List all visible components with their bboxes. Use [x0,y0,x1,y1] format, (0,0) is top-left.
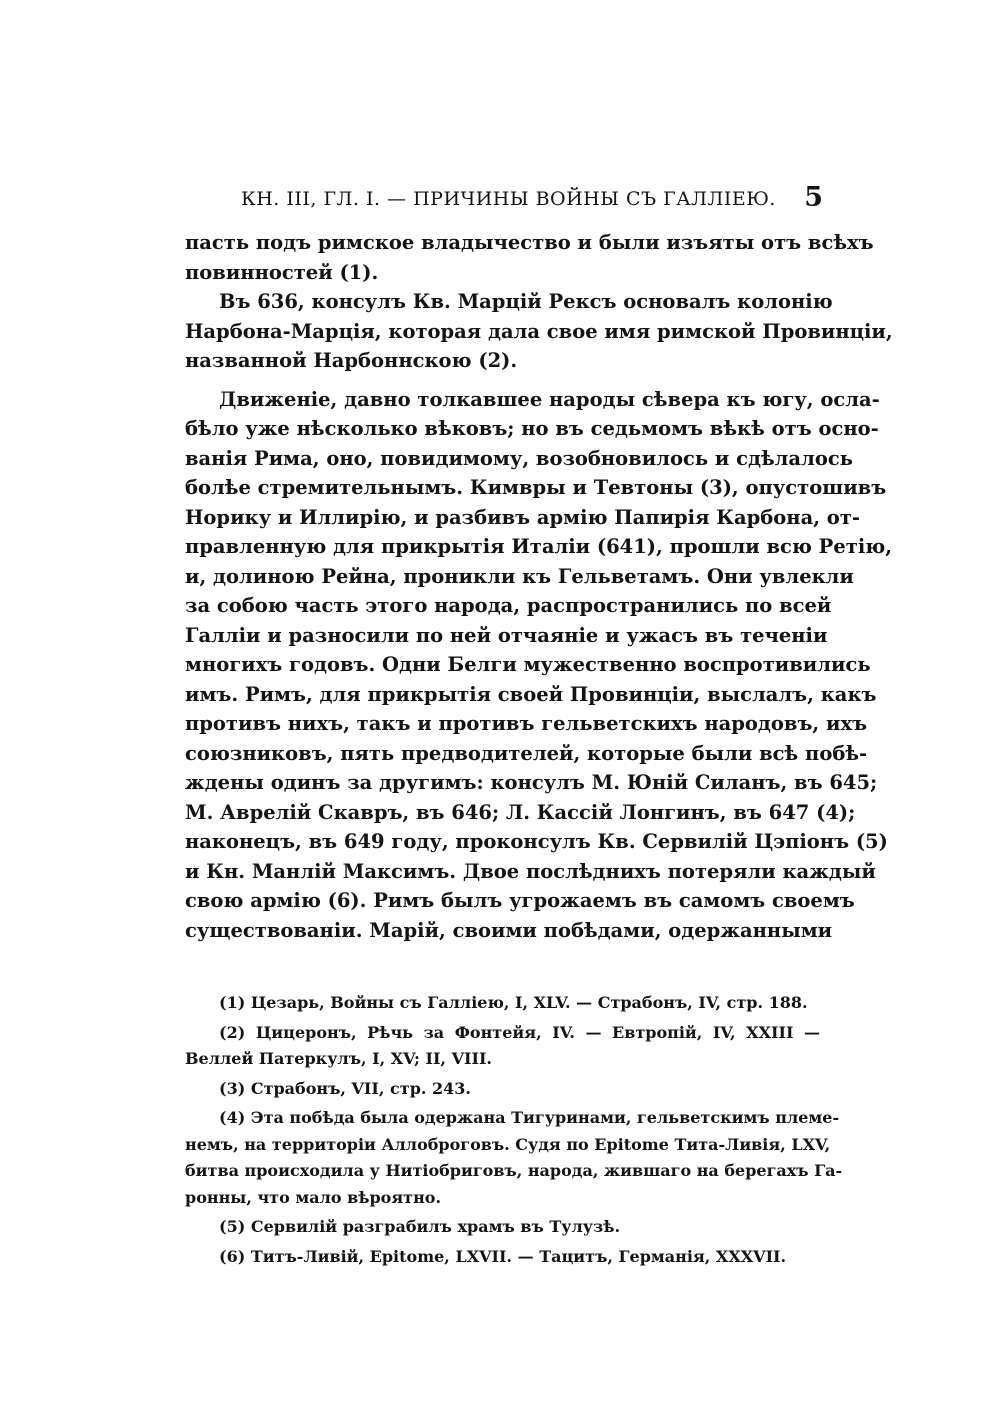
text-line: наконецъ, въ 649 году, проконсулъ Кв. Сервилій Цэпіонъ (5) [185,830,888,853]
text-line: имъ. Римъ, для прикрытія своей Провинціи, выслалъ, какъ [185,682,877,706]
text-line: повинностей (1). [185,260,379,284]
text-line: многихъ годовъ. Одни Белги мужественно воспротивились [185,653,871,676]
text-line: и, долиною Рейна, проникли къ Гельветамъ. Они увлекли [185,564,854,588]
footnote-5: (5) Сервилій разграбилъ храмъ въ Тулузѣ. [219,1217,621,1236]
footnote-1: (1) Цезарь, Войны съ Галліею, I, XLV. — Страбонъ, IV, стр. 188. [219,993,808,1012]
text-line: ждены одинъ за другимъ: консулъ М. Юній Силанъ, въ 645; [185,771,878,794]
footnote-4-cont: ронны, что мало вѣроятно. [185,1187,442,1207]
page-number: 5 [804,182,823,213]
text-line: союзниковъ, пять предводителей, которые были всѣ побѣ- [185,741,868,765]
text-line: и Кн. Манлій Максимъ. Двое послѣднихъ потеряли каждый [185,859,876,883]
body-text [185,228,893,945]
footnote-2-cont: Веллей Патеркулъ, I, XV; II, VIII. [185,1049,492,1068]
text-line: Норику и Иллирію, и разбивъ армію Папирія Карбона, от- [185,505,860,529]
footnote-6: (6) Титъ-Ливій, Epitome, LXVII. — Тацитъ, Германія, XXXVII. [219,1246,787,1266]
running-title: КН. III, ГЛ. I. — ПРИЧИНЫ ВОЙНЫ СЪ ГАЛЛІЕЮ. [241,188,776,210]
running-head [183,182,823,216]
text-line: пасть подъ римское владычество и были изъяты отъ всѣхъ [185,231,874,254]
text-line: М. Аврелій Скавръ, въ 646; Л. Кассій Лонгинъ, въ 647 (4); [185,800,856,824]
text-line: ванія Рима, оно, повидимому, возобновилось и сдѣлалось [185,446,853,470]
footnote-4-cont: немъ, на территоріи Аллоброговъ. Судя по Epitome Тита-Ливія, LXV, [185,1134,831,1154]
text-line: бѣло уже нѣсколько вѣковъ; но въ седьмомъ вѣкѣ отъ осно- [185,417,879,440]
footnotes [185,990,843,1270]
text-line: за собою часть этого народа, распространились по всей [185,594,832,617]
text-line: названной Нарбоннскою (2). [185,349,518,372]
text-line: Въ 636, консулъ Кв. Марцій Рексъ основалъ колонію [219,290,833,313]
text-line: противъ нихъ, такъ и противъ гельветскихъ народовъ, ихъ [185,712,868,735]
text-line: Движеніе, давно толкавшее народы сѣвера къ югу, осла- [219,387,880,411]
text-line: Галліи и разносили по ней отчаяніе и ужасъ въ теченіи [185,623,828,647]
text-line: свою армію (6). Римъ былъ угрожаемъ въ самомъ своемъ [185,889,855,912]
footnote-2: (2) Цицеронъ, Рѣчь за Фонтейя, IV. — Евтропій, IV, XXIII — [219,1022,820,1042]
footnote-4-cont: битва происходила у Нитіобриговъ, народа, жившаго на берегахъ Га- [185,1161,843,1180]
footnote-4: (4) Эта побѣда была одержана Тигуринами, гельветскимъ племе- [219,1108,840,1127]
text-line: правленную для прикрытія Италіи (641), прошли всю Ретію, [185,535,893,558]
footnote-3: (3) Страбонъ, VII, стр. 243. [219,1078,471,1098]
text-line: существованіи. Марій, своими побѣдами, одержанными [185,918,833,942]
text-line: болѣе стремительнымъ. Кимвры и Тевтоны (3), опустошивъ [185,476,887,499]
text-line: Нарбона-Марція, которая дала свое имя римской Провинціи, [185,319,893,343]
